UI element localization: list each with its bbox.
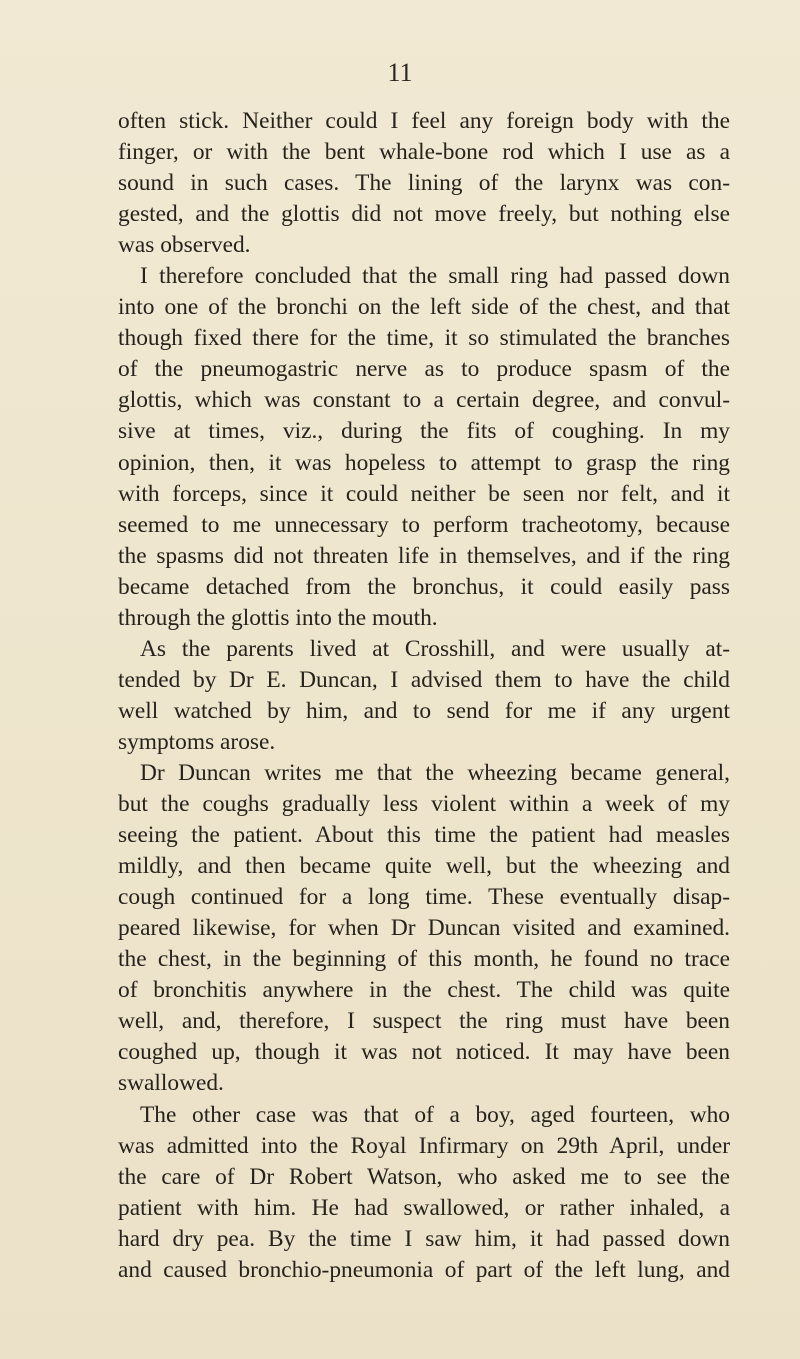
text-line: the care of Dr Robert Watson, who asked me to see the [118,1163,730,1190]
text-line: was observed. [118,232,251,259]
text-line: opinion, then, it was hopeless to attempt to grasp the ring [118,449,730,476]
text-line: seeing the patient. About this time the patient had measles [118,822,730,849]
text-line: was admitted into the Royal Infirmary on 29th April, under [118,1132,730,1159]
text-line: often stick. Neither could I feel any foreign body with the [118,108,730,134]
text-line: cough continued for a long time. These eventually disap- [118,884,730,911]
text-line: hard dry pea. By the time I saw him, it had passed down [118,1225,730,1252]
text-line: well, and, therefore, I suspect the ring must have been [118,1008,730,1035]
page-number: 11 [387,58,413,87]
text-line: The other case was that of a boy, aged fourteen, who [140,1101,730,1128]
text-line: and caused bronchio-pneumonia of part of the left lung, and [118,1256,730,1283]
text-line: finger, or with the bent whale-bone rod which I use as a [118,139,730,166]
text-line: I therefore concluded that the small ring had passed down [140,263,730,290]
text-line: of the pneumogastric nerve as to produce spasm of the [118,356,730,383]
text-line: through the glottis into the mouth. [118,604,438,631]
text-line: sound in such cases. The lining of the larynx was con- [118,170,730,197]
text-line: Dr Duncan writes me that the wheezing became general, [140,759,730,786]
text-line: patient with him. He had swallowed, or rather inhaled, a [118,1194,730,1221]
text-line: symptoms arose. [118,728,276,755]
text-line: sive at times, viz., during the fits of coughing. In my [118,418,730,445]
text-line: As the parents lived at Crosshill, and were usually at- [140,635,730,662]
text-line: became detached from the bronchus, it could easily pass [118,573,730,600]
text-line: though fixed there for the time, it so stimulated the branches [118,325,730,352]
text-line: gested, and the glottis did not move freely, but nothing else [118,201,730,228]
text-line: seemed to me unnecessary to perform tracheotomy, because [118,511,730,538]
text-line: coughed up, though it was not noticed. It may have been [118,1039,730,1066]
text-line: with forceps, since it could neither be seen nor felt, and it [118,480,730,507]
text-line: but the coughs gradually less violent within a week of my [118,791,730,818]
text-line: swallowed. [118,1070,224,1097]
text-line: glottis, which was constant to a certain degree, and convul- [118,387,730,414]
text-line: peared likewise, for when Dr Duncan visited and examined. [118,915,730,942]
text-line: well watched by him, and to send for me if any urgent [118,697,730,724]
text-line: of bronchitis anywhere in the chest. The child was quite [118,977,730,1004]
text-line: mildly, and then became quite well, but the wheezing and [118,853,730,880]
text-line: the spasms did not threaten life in themselves, and if the ring [118,542,730,569]
text-line: the chest, in the beginning of this month, he found no trace [118,946,730,973]
text-line: into one of the bronchi on the left side of the chest, and that [118,294,730,321]
body-text [118,106,730,1286]
text-line: tended by Dr E. Duncan, I advised them to have the child [118,666,730,693]
